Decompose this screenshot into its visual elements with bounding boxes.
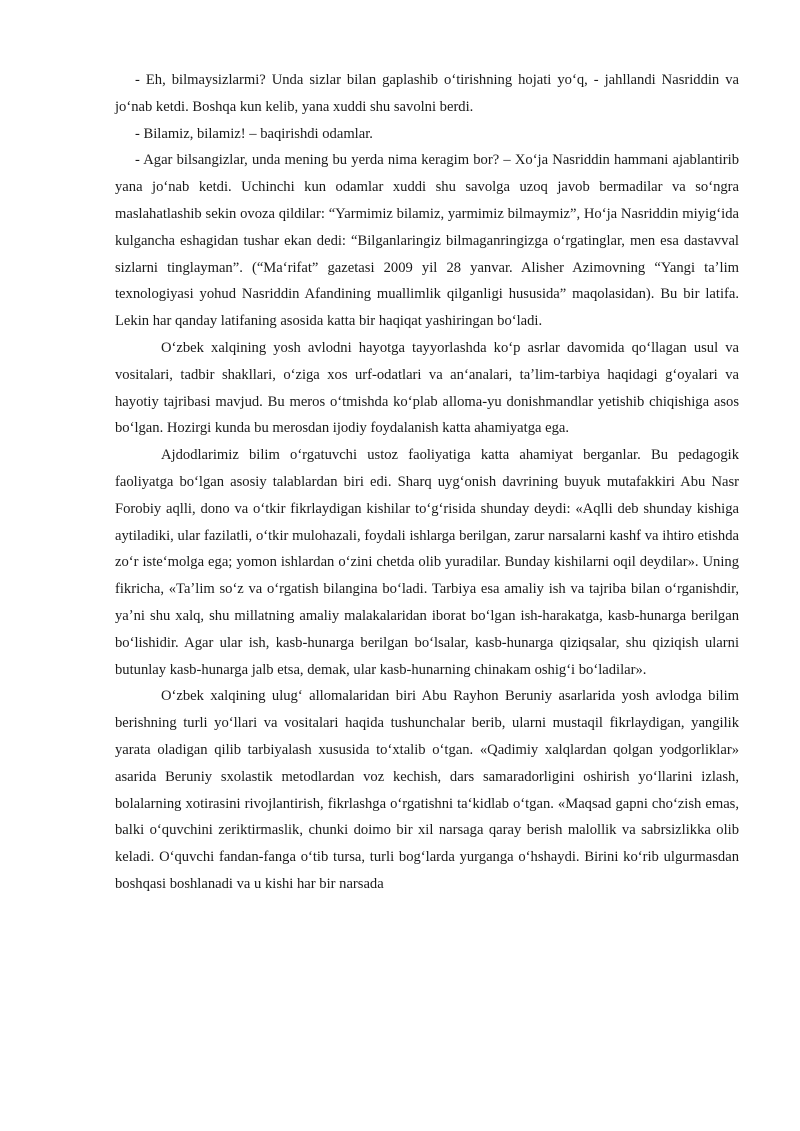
document-page bbox=[115, 67, 739, 898]
paragraph-3: - Agar bilsangizlar, unda mening bu yerda nima keragim bor? – Xoʻja Nasriddin hammani ajablantirib yana joʻnab ketdi. Uchinchi kun odamlar xuddi shu savolga uzoq javob bermadilar va soʻngra maslahatlashib sekin ovoza qildilar: “Yarmimiz bilamiz, yarmimiz bilmaymiz”, Hoʻja Nasriddin miyigʻida kulgancha eshagidan tushar ekan dedi: “Bilganlaringiz bilmaganringizga oʻrgatinglar, men esa dastavval sizlarni tinglayman”. (“Maʻrifat” gazetasi 2009 yil 28 yanvar. Alisher Azimovning “Yangi taʼlim texnologiyasi yohud Nasriddin Afandining muallimlik qilganligi hususida” maqolasidan). Bu bir latifa. Lekin har qanday latifaning asosida katta bir haqiqat yashiringan boʻladi. bbox=[115, 152, 739, 330]
paragraph-4: Oʻzbek xalqining yosh avlodni hayotga tayyorlashda koʻp asrlar davomida qoʻllagan usul va vositalari, tadbir shakllari, oʻziga xos urf-odatlari va anʻanalari, taʼlim-tarbiya haqidagi gʻoyalari va hayotiy tajribasi mavjud. Bu meros oʻtmishda koʻplab alloma-yu donishmandlar yetishib chiqishiga asos boʻlgan. Hozirgi kunda bu merosdan ijodiy foydalanish katta ahamiyatga ega. bbox=[115, 339, 739, 437]
paragraph-6: Oʻzbek xalqining ulugʻ allomalaridan biri Abu Rayhon Beruniy asarlarida yosh avlodga bilim berishning turli yoʻllari va vositalari haqida tushunchalar berib, ularni mustaqil fikrlaydigan, yangilik yarata oladigan qilib tarbiyalash xususida toʻxtalib oʻtgan. «Qadimiy xalqlardan qolgan yodgorliklar» asarida Beruniy sxolastik metodlardan voz kechish, dars samaradorligini oshirish yoʻllarini izlash, bolalarning xotirasini rivojlantirish, fikrlashga oʻrgatishni taʻkidlab oʻtgan. «Maqsad gapni choʻzish emas, balki oʻquvchini zeriktirmaslik, chunki doimo bir xil narsaga qaray berish malollik va sabrsizlikka olib keladi. Oʻquvchi fandan-fanga oʻtib tursa, turli bogʻlarda yurganga oʻhshaydi. Birini koʻrib ulgurmasdan boshqasi boshlanadi va u kishi har bir narsada bbox=[115, 688, 739, 892]
paragraph-5: Ajdodlarimiz bilim oʻrgatuvchi ustoz faoliyatiga katta ahamiyat berganlar. Bu pedagogik faoliyatga boʻlgan asosiy talablardan biri edi. Sharq uygʻonish davrining buyuk mutafakkiri Abu Nasr Forobiy aqlli, dono va oʻtkir fikrlaydigan kishilar toʻgʻrisida shunday deydi: «Aqlli deb shunday kishiga aytiladiki, ular fazilatli, oʻtkir mulohazali, foydali ishlarga berilgan, zarur narsalarni kashf va ihtiro etishda zoʻr isteʻmolga ega; yomon ishlardan oʻzini chetda olib yuradilar. Bunday kishilarni oqil deydilar». Uning fikricha, «Taʼlim soʻz va oʻrgatish bilangina boʻladi. Tarbiya esa amaliy ish va tajriba bilan oʻrganishdir, yaʼni shu xalq, shu millatning amaliy malakalaridan iborat boʻlgan ish-harakatga, kasb-hunarga berilgan boʻlishidir. Agar ular ish, kasb-hunarga berilgan boʻlsalar, kasb-hunarga qiziqsalar, shu qiziqish ularni butunlay kasb-hunarga jalb etsa, demak, ular kasb-hunarning chinakam oshigʻi boʻladilar». bbox=[115, 447, 739, 678]
paragraph-2: - Bilamiz, bilamiz! – baqirishdi odamlar. bbox=[135, 125, 373, 142]
paragraph-1: - Eh, bilmaysizlarmi? Unda sizlar bilan gaplashib oʻtirishning hojati yoʻq, - jahllandi Nasriddin va joʻnab ketdi. Boshqa kun kelib, yana xuddi shu savolni berdi. bbox=[115, 72, 739, 115]
